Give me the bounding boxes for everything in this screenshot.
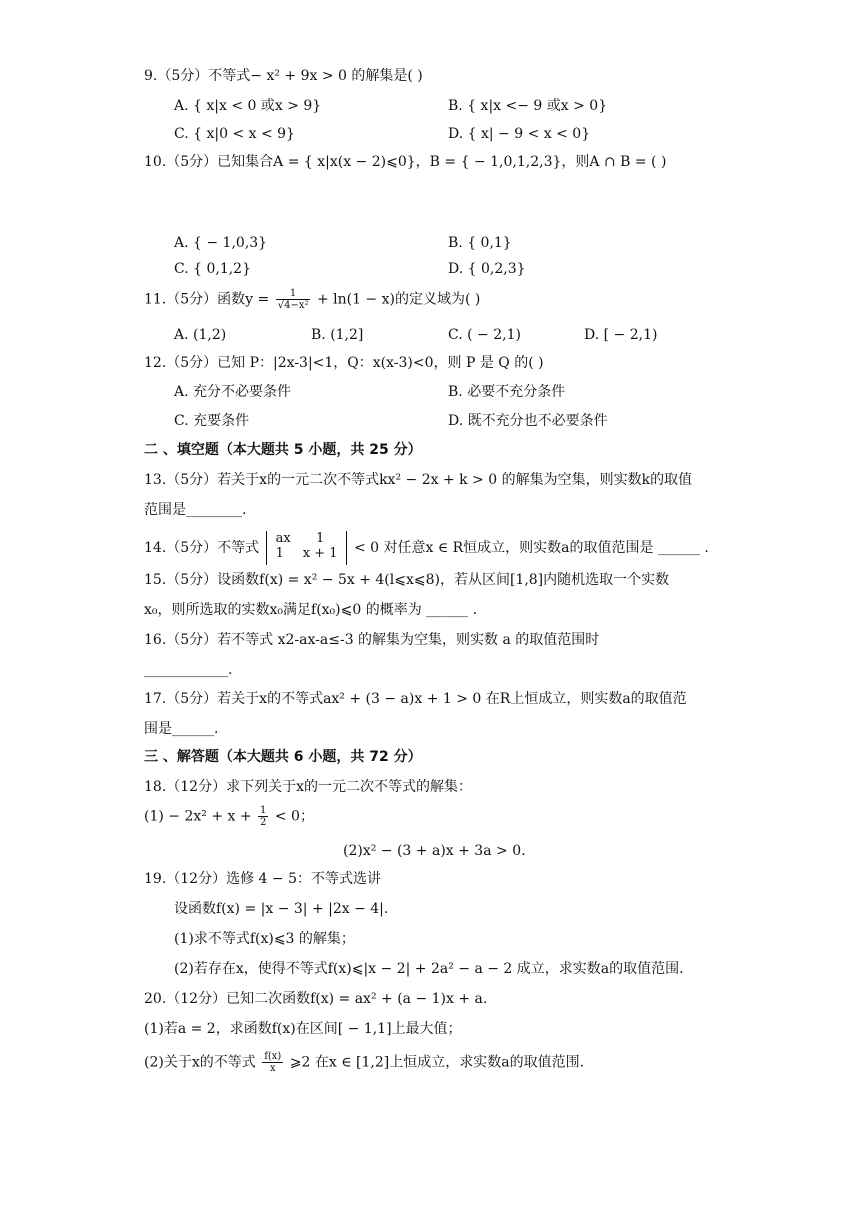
- question-9-option-d: D. { x| − 9 < x < 0}: [448, 126, 591, 142]
- question-20-line-2-pre: (2)关于x的不等式: [144, 1054, 256, 1071]
- question-19-stem: 19.（12分）选修 4 − 5：不等式选讲: [144, 871, 381, 887]
- question-17-line-1: 17.（5分）若关于x的不等式ax² + (3 − a)x + 1 > 0 在R上恒成立，则实数a的取值范: [144, 691, 687, 707]
- question-20-line-2-post: ⩾2 在x ∈ [1,2]上恒成立，求实数a的取值范围.: [289, 1054, 585, 1071]
- question-18-part-1: [144, 805, 314, 828]
- section-answer-heading: 三 、解答题（本大题共 6 小题，共 72 分）: [144, 749, 422, 765]
- determinant-left-bar: [266, 531, 267, 565]
- question-14-stem-post: < 0 对任意x ∈ R恒成立，则实数a的取值范围是 ______ .: [353, 540, 709, 556]
- question-11-stem: [144, 288, 480, 311]
- question-9-stem: 9.（5分）不等式− x² + 9x > 0 的解集是( ): [144, 68, 423, 84]
- determinant-matrix: [270, 531, 344, 561]
- question-9-option-a: A. { x|x < 0 或x > 9}: [174, 98, 322, 114]
- question-18-fraction-numerator: 1: [260, 805, 267, 816]
- question-12-option-d: D. 既不充分也不必要条件: [448, 413, 608, 429]
- question-10-option-a: A. { − 1,0,3}: [174, 235, 268, 251]
- question-10-stem: 10.（5分）已知集合A = { x|x(x − 2)⩽0}，B = { − 1,0,1,2,3}，则A ∩ B = ( ): [144, 154, 667, 170]
- question-13-line-1: 13.（5分）若关于x的一元二次不等式kx² − 2x + k > 0 的解集为空集，则实数k的取值: [144, 472, 693, 488]
- question-20-stem: 20.（12分）已知二次函数f(x) = ax² + (a − 1)x + a.: [144, 991, 488, 1007]
- determinant-cell-12: 1: [315, 531, 325, 546]
- question-12-stem: 12.（5分）已知 P：|2x-3|<1，Q：x(x-3)<0，则 P 是 Q 的( ): [144, 355, 544, 371]
- determinant-cell-22: x + 1: [302, 546, 338, 561]
- question-20-fraction-denominator: x: [269, 1063, 276, 1074]
- question-18-fraction-denominator: 2: [260, 817, 267, 828]
- question-12-option-b: B. 必要不充分条件: [448, 384, 566, 400]
- question-9-option-c: C. { x|0 < x < 9}: [174, 126, 295, 142]
- question-18-part-2: (2)x² − (3 + a)x + 3a > 0.: [343, 843, 526, 859]
- question-11-option-d: D. [ − 2,1): [584, 327, 658, 343]
- section-fill-in-heading: 二 、填空题（本大题共 5 小题，共 25 分）: [144, 442, 422, 458]
- question-11-option-a: A. (1,2): [174, 327, 227, 343]
- question-19-line-1: 设函数f(x) = |x − 3| + |2x − 4|.: [174, 901, 389, 917]
- question-11-fraction-denominator: √4−x²: [277, 300, 309, 311]
- question-11-option-c: C. ( − 2,1): [448, 327, 521, 343]
- question-10-option-d: D. { 0,2,3}: [448, 261, 526, 277]
- question-15-line-1: 15.（5分）设函数f(x) = x² − 5x + 4(l⩽x⩽8)，若从区间[1,8]内随机选取一个实数: [144, 572, 670, 588]
- question-15-line-2: x₀，则所选取的实数x₀满足f(x₀)⩽0 的概率为 ______ .: [144, 602, 478, 618]
- question-19-line-3: (2)若存在x，使得不等式f(x)⩽|x − 2| + 2a² − a − 2 成立，求实数a的取值范围.: [174, 961, 684, 977]
- question-12-option-a: A. 充分不必要条件: [174, 384, 292, 400]
- question-9-option-b: B. { x|x <− 9 或x > 0}: [448, 98, 608, 114]
- question-14-stem-pre: 14.（5分）不等式: [144, 540, 260, 556]
- question-11-stem-pre: 11.（5分）函数y =: [144, 291, 270, 308]
- question-18-fraction: [258, 805, 268, 828]
- question-13-line-2: 范围是________.: [144, 502, 247, 518]
- question-20-line-2: [144, 1051, 584, 1074]
- determinant-cell-11: ax: [275, 531, 291, 546]
- question-16-line-1: 16.（5分）若不等式 x2-ax-a≤-3 的解集为空集，则实数 a 的取值范围时: [144, 632, 600, 648]
- question-14-determinant: [266, 531, 348, 565]
- question-11-stem-post: + ln(1 − x)的定义域为( ): [316, 291, 481, 308]
- question-11-fraction-numerator: 1: [276, 288, 311, 300]
- question-19-line-2: (1)求不等式f(x)⩽3 的解集；: [174, 931, 355, 947]
- question-18-part-1-pre: (1) − 2x² + x +: [144, 808, 252, 825]
- question-10-option-b: B. { 0,1}: [448, 235, 512, 251]
- question-12-option-c: C. 充要条件: [174, 413, 250, 429]
- question-14-stem: [144, 530, 709, 566]
- question-11-fraction: [276, 288, 311, 311]
- question-20-fraction: [262, 1051, 283, 1074]
- question-18-part-1-post: < 0；: [274, 808, 314, 825]
- question-16-line-2: ____________.: [144, 662, 233, 678]
- question-11-option-b: B. (1,2]: [311, 327, 364, 343]
- question-20-line-1: (1)若a = 2，求函数f(x)在区间[ − 1,1]上最大值；: [144, 1021, 462, 1037]
- question-17-line-2: 围是______.: [144, 721, 219, 737]
- question-18-stem: 18.（12分）求下列关于x的一元二次不等式的解集：: [144, 779, 472, 795]
- question-20-fraction-numerator: f(x): [264, 1051, 282, 1062]
- question-10-option-c: C. { 0,1,2}: [174, 261, 251, 277]
- determinant-cell-21: 1: [275, 546, 284, 561]
- determinant-right-bar: [346, 531, 347, 565]
